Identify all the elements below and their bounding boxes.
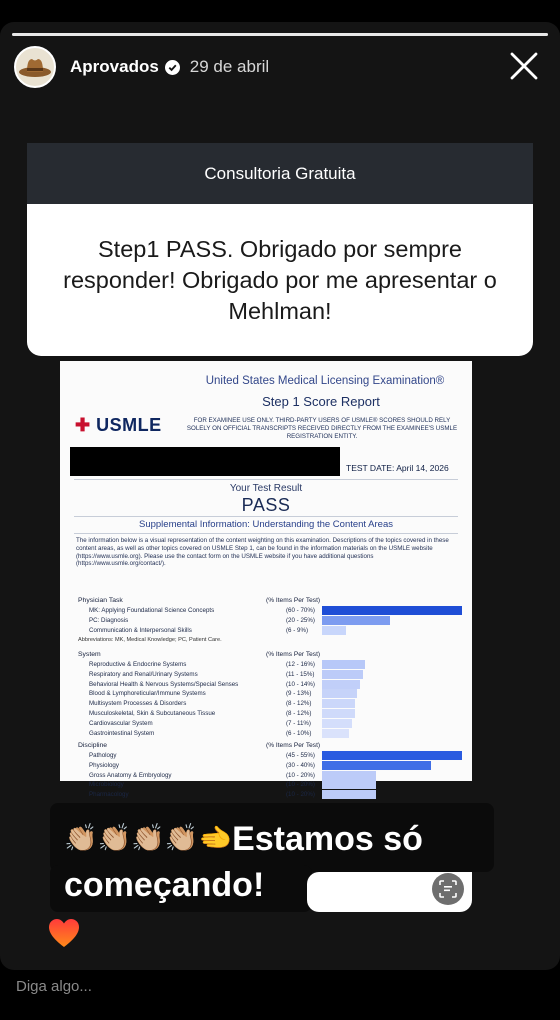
- content-area-range: (9 - 13%): [286, 690, 312, 698]
- clapping-hands-emoji: 👏🏼👏🏼👏🏼👏🏼🫲: [64, 823, 233, 853]
- content-area-range: (6 - 9%): [286, 626, 309, 634]
- report-title: Step 1 Score Report: [262, 394, 380, 409]
- content-area-bar: [322, 699, 355, 708]
- usmle-logo-text: USMLE: [96, 415, 162, 435]
- divider: [74, 516, 458, 517]
- content-area-range: (60 - 70%): [286, 607, 315, 614]
- section-column-header: (% Items Per Test): [266, 651, 321, 658]
- section-name: Physician Task: [78, 597, 123, 604]
- content-area-bar: [322, 780, 376, 789]
- usmle-logo: [75, 415, 162, 436]
- content-area-bar: [322, 606, 462, 615]
- your-result-label: Your Test Result: [229, 483, 303, 494]
- divider: [74, 479, 458, 480]
- score-report-image: [60, 361, 472, 799]
- question-sticker-text: Step1 PASS. Obrigado por sempre responder! Obrigado por me apresentar o Mehlman!: [63, 235, 497, 324]
- content-area-label: Communication & Interpersonal Skills: [89, 626, 192, 634]
- content-area-bar: [322, 670, 363, 679]
- content-area-label: MK: Applying Foundational Science Concepts: [89, 607, 215, 614]
- section-column-header: (% Items Per Test): [266, 597, 321, 604]
- reply-input[interactable]: Diga algo...: [16, 978, 92, 995]
- test-date: TEST DATE: April 14, 2026: [346, 463, 449, 473]
- content-area-bar: [322, 719, 352, 728]
- content-area-label: Multisystem Processes & Disorders: [89, 700, 187, 708]
- content-area-bar: [322, 790, 376, 799]
- close-icon[interactable]: [508, 50, 540, 82]
- content-area-range: (10 - 20%): [286, 781, 315, 789]
- story-header: [14, 44, 550, 90]
- content-area-bar: [322, 660, 365, 669]
- content-area-range: (12 - 16%): [286, 661, 315, 668]
- content-area-label: Reproductive & Endocrine Systems: [89, 661, 187, 668]
- content-area-label: PC: Diagnosis: [89, 616, 129, 624]
- cowboy-hat-icon: [18, 54, 52, 80]
- content-area-bar: [322, 689, 357, 698]
- story-progress-bar: [12, 33, 548, 36]
- content-area-label: Physiology: [89, 761, 119, 769]
- caption-line1: Estamos só: [232, 820, 423, 858]
- content-area-label: Musculoskeletal, Skin & Subcutaneous Tissue: [89, 710, 216, 717]
- heart-icon[interactable]: [47, 917, 81, 951]
- content-area-bar: [322, 709, 355, 718]
- section-column-header: (% Items Per Test): [266, 742, 321, 749]
- content-area-label: Cardiovascular System: [89, 719, 153, 727]
- content-area-range: (10 - 20%): [286, 771, 315, 779]
- story-username[interactable]: Aprovados: [70, 57, 159, 76]
- story-date: 29 de abril: [189, 57, 270, 76]
- redacted-bar: [70, 447, 340, 476]
- content-area-label: Microbiology: [89, 781, 124, 789]
- content-area-label: Pharmacology: [89, 791, 129, 799]
- content-area-bar: [322, 680, 360, 689]
- usmle-logo-mark: ✚: [75, 415, 91, 435]
- content-area-range: (8 - 12%): [286, 710, 312, 717]
- cowboy-hat-avatar[interactable]: [14, 46, 56, 88]
- section-name: System: [78, 651, 101, 658]
- section-name: Discipline: [78, 742, 108, 749]
- content-area-range: (10 - 20%): [286, 791, 315, 799]
- content-area-label: Behavioral Health & Nervous Systems/Special Senses: [89, 680, 239, 688]
- supplemental-title: Supplemental Information: Understanding the Content Areas: [138, 519, 394, 530]
- content-area-range: (30 - 40%): [286, 761, 315, 769]
- content-area-range: (11 - 15%): [286, 670, 315, 678]
- content-area-bar: [322, 616, 390, 625]
- content-area-label: Pathology: [89, 752, 117, 759]
- abbreviations-note: Abbreviations: MK, Medical Knowledge; PC, Patient Care.: [78, 636, 222, 643]
- divider: [74, 533, 458, 534]
- report-intro: The information below is a visual representation of the content weighting on this examination. Descriptions of the topics covered in these content areas, as well as other topics covered on USMLE Step 1, can be found in the information materials on the USMLE website (https://www.usmle.org). Please use the contact form on the USMLE website if you have additional questions (https://www.usmle.org/contact/).: [76, 537, 449, 568]
- content-area-label: Gross Anatomy & Embryology: [89, 771, 172, 779]
- content-area-bar: [322, 761, 431, 770]
- content-area-range: (7 - 11%): [286, 719, 311, 727]
- caption-line2: começando!: [64, 866, 265, 904]
- content-area-bar: [322, 729, 349, 738]
- content-area-label: Blood & Lymphoreticular/Immune Systems: [89, 690, 206, 698]
- content-area-label: Respiratory and Renal/Urinary Systems: [89, 670, 198, 678]
- content-area-range: (45 - 55%): [286, 752, 315, 759]
- content-area-label: Gastrointestinal System: [89, 729, 155, 737]
- report-org: United States Medical Licensing Examination®: [205, 375, 445, 387]
- content-area-range: (6 - 10%): [286, 729, 312, 737]
- question-sticker[interactable]: [27, 143, 533, 356]
- report-notice: FOR EXAMINEE USE ONLY. THIRD-PARTY USERS OF USMLE® SCORES SHOULD RELY SOLELY ON OFFICIAL TRANSCRIPTS RECEIVED DIRECTLY FROM THE EXAMINEE'S USMLE REGISTRATION ENTITY.: [186, 417, 458, 440]
- content-area-range: (8 - 12%): [286, 700, 312, 708]
- content-area-bar: [322, 771, 376, 780]
- question-sticker-title: Consultoria Gratuita: [27, 143, 533, 204]
- content-area-bar: [322, 751, 462, 760]
- content-area-range: (10 - 14%): [286, 680, 315, 688]
- story-progress-fill: [12, 33, 548, 36]
- content-area-range: (20 - 25%): [286, 616, 315, 624]
- verified-badge-icon: [165, 60, 180, 75]
- result-pass: PASS: [241, 495, 291, 515]
- visual-search-icon[interactable]: [432, 873, 464, 905]
- content-area-bar: [322, 626, 346, 635]
